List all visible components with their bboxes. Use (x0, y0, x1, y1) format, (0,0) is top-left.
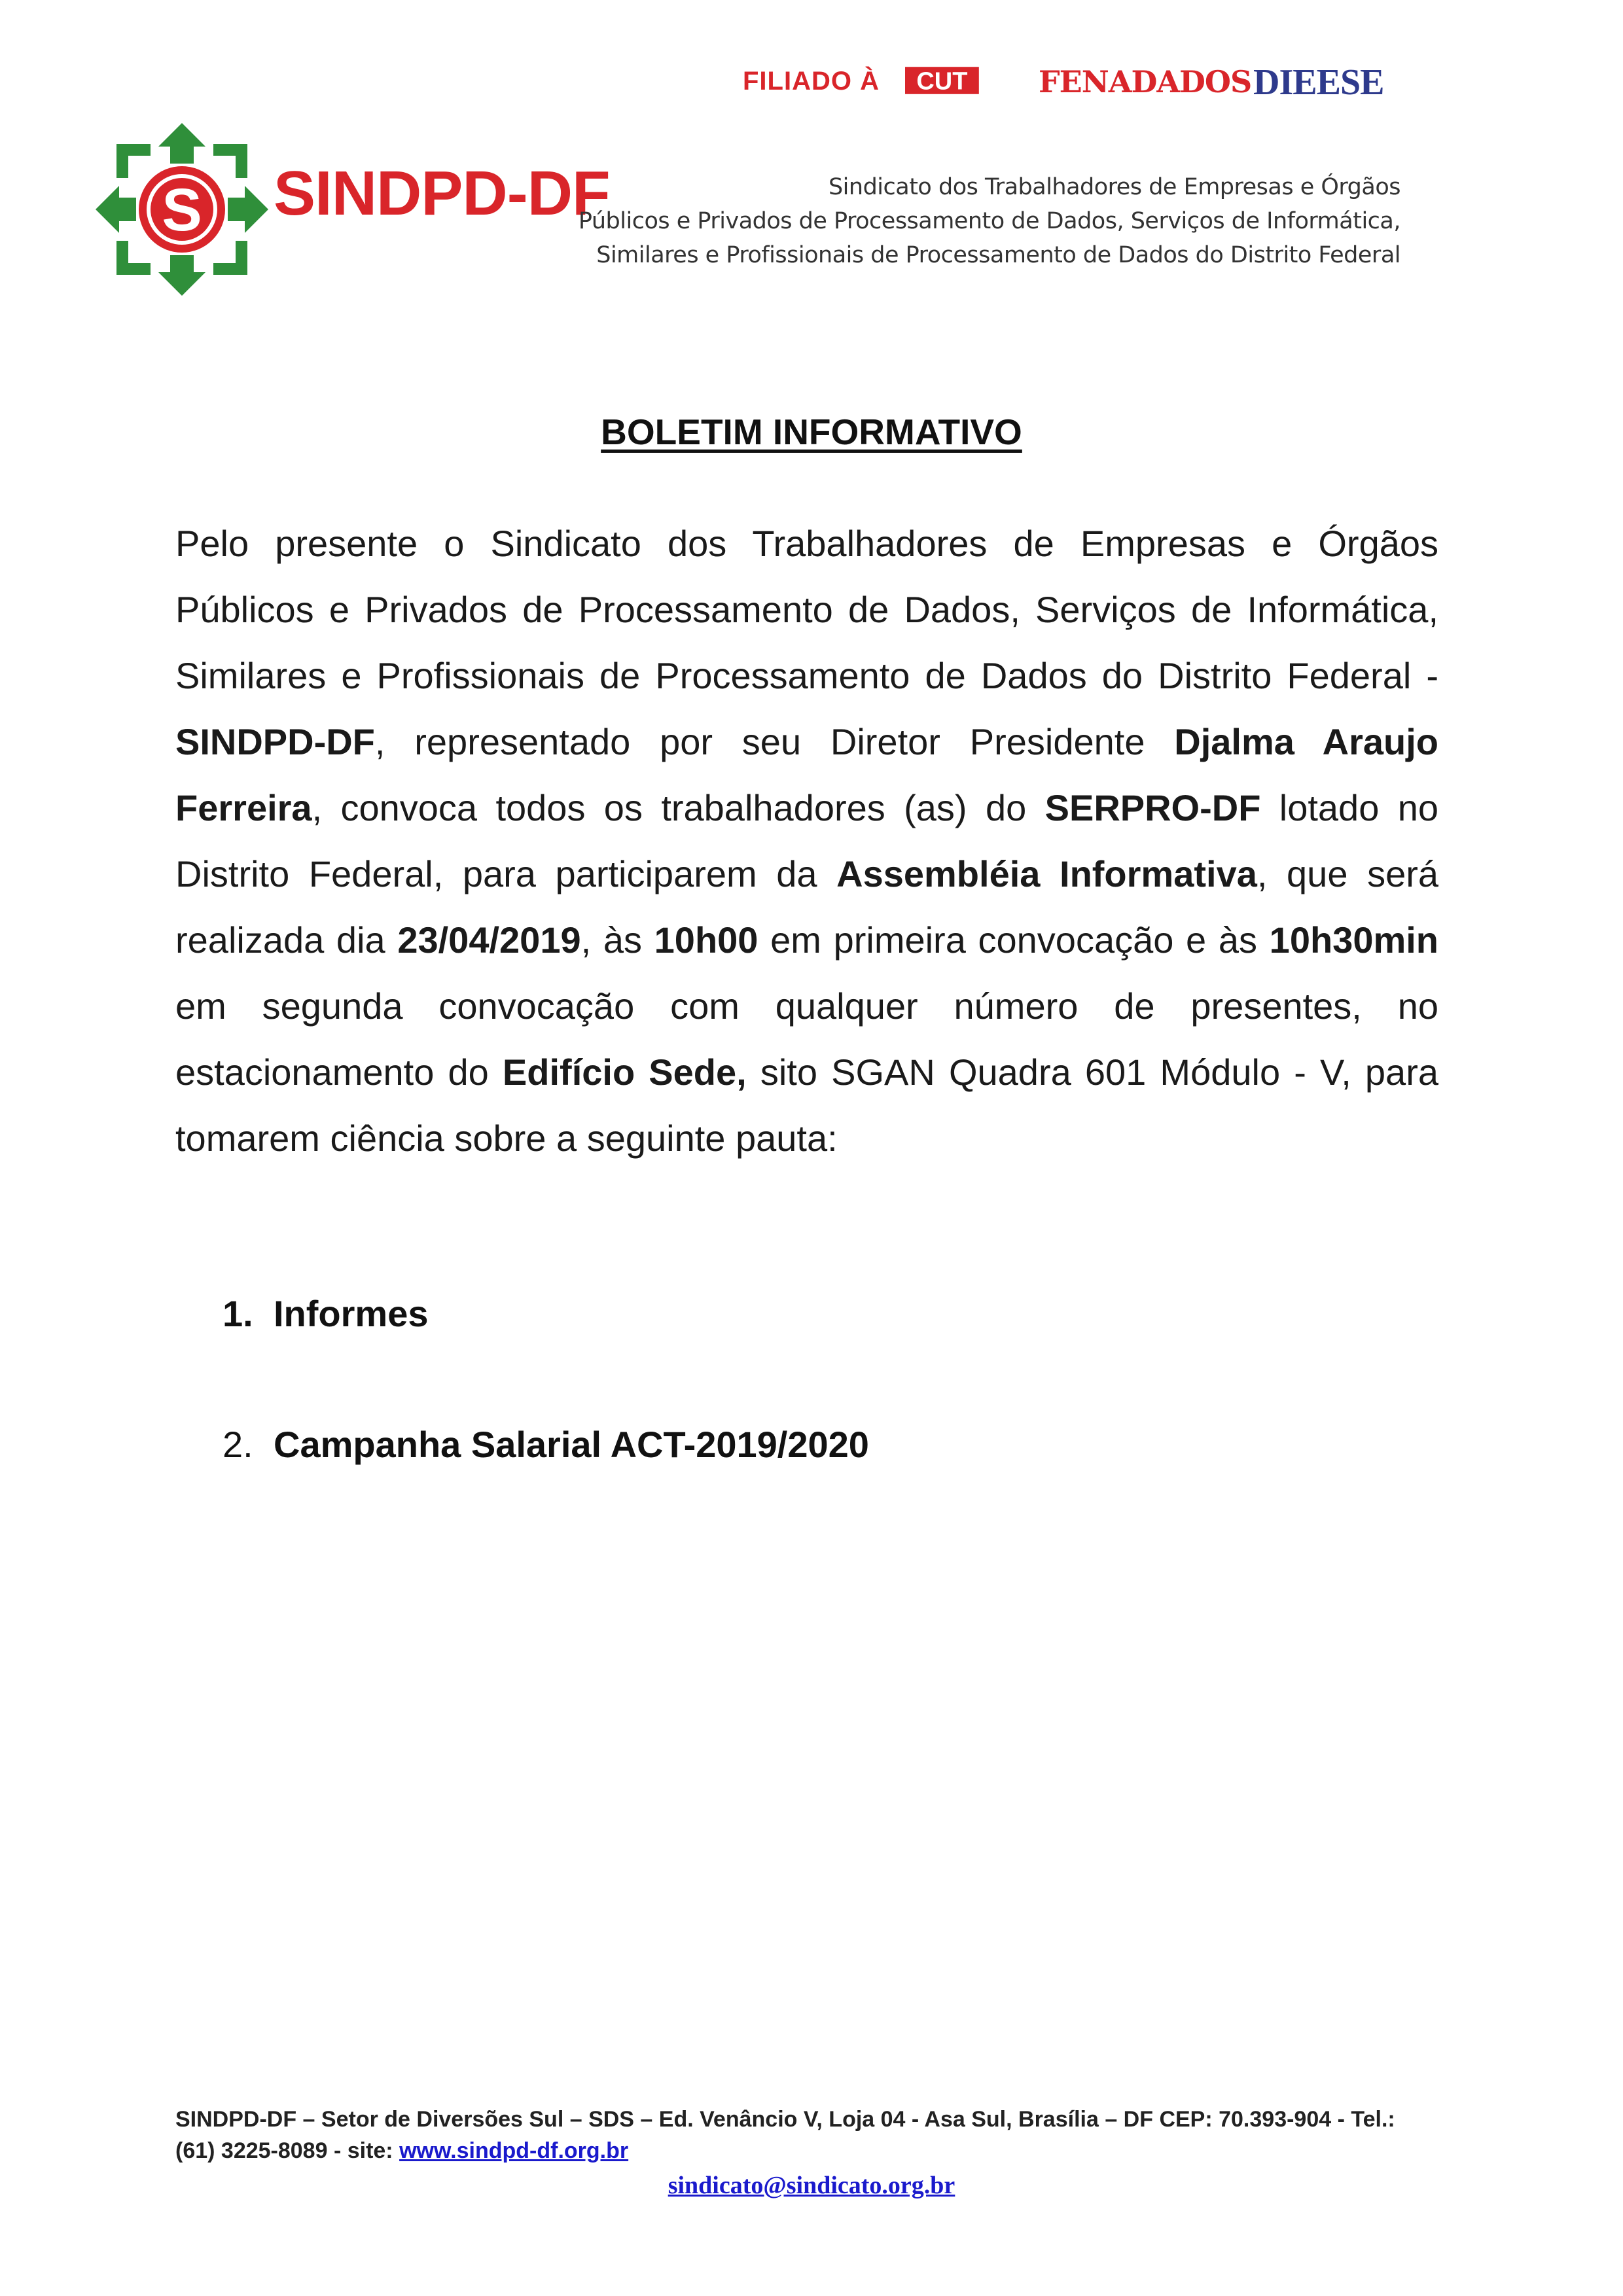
paragraph-text: , convoca todos os trabalhadores (as) do (312, 787, 1045, 828)
paragraph-bold-text: SERPRO-DF (1044, 787, 1261, 828)
paragraph-text: lotado no Distrito Federal, para participarem da (175, 787, 1439, 894)
footer-email (0, 2171, 1623, 2200)
paragraph-bold-text: Assembléia Informativa (836, 853, 1257, 894)
paragraph-bold-text: 23/04/2019 (397, 919, 581, 961)
paragraph-text: sito SGAN Quadra 601 Módulo - V, para tomarem ciência sobre a seguinte pauta: (175, 1051, 1438, 1159)
convocation-paragraph (175, 510, 1438, 1171)
document-title: BOLETIM INFORMATIVO (601, 412, 1022, 452)
paragraph-bold-text: 10h00 (654, 919, 758, 961)
footer-address-text: SINDPD-DF – Setor de Diversões Sul – SDS – Ed. Venâncio V, Loja 04 - Asa Sul, Brasília – DF CEP: 70.393-904 - Tel.: (61) 3225-8089 - site: (175, 2107, 1395, 2163)
sindpd-logo-text: SINDPD-DF (274, 158, 610, 228)
paragraph-bold-text: Djalma Araujo Ferreira (175, 721, 1438, 828)
agenda-number: 2. (223, 1424, 253, 1465)
organization-description (579, 170, 1400, 272)
sindpd-logo-icon (90, 118, 274, 301)
fenadados-logo (1039, 64, 1251, 99)
org-description-line: Sindicato dos Trabalhadores de Empresas e Órgãos (828, 174, 1400, 200)
paragraph-text: Pelo presente o Sindicato dos Trabalhadores de Empresas e Órgãos Públicos e Privados de Processamento de Dados, Serviços de Informática, Similares e Profissionais de Processamento de Dados do Distrito Federal - (175, 523, 1438, 696)
paragraph-text: , representado por seu Diretor Presidente (374, 721, 1175, 762)
org-description-line: Públicos e Privados de Processamento de Dados, Serviços de Informática, (578, 208, 1400, 234)
org-description-line: Similares e Profissionais de Processamento de Dados do Distrito Federal (596, 242, 1400, 268)
agenda-text: Informes (274, 1293, 429, 1334)
fenadados-logo-text: FENADADOS (1039, 64, 1252, 99)
paragraph-text: , às (580, 919, 654, 961)
paragraph-text: em segunda convocação com qualquer número de presentes, no estacionamento do (175, 985, 1438, 1093)
footer-email-link[interactable]: sindicato@sindicato.org.br (668, 2172, 955, 2199)
paragraph-text: em primeira convocação e às (758, 919, 1270, 961)
paragraph-bold-text: SINDPD-DF (175, 721, 375, 762)
dieese-logo: DIEESE (1253, 62, 1384, 103)
cut-logo-icon (905, 58, 1029, 103)
paragraph-bold-text: Edifício Sede, (502, 1051, 747, 1093)
footer-site-link[interactable]: www.sindpd-df.org.br (399, 2138, 629, 2163)
agenda-number: 1. (223, 1293, 253, 1334)
affiliation-label: FILIADO À (743, 67, 880, 96)
paragraph-bold-text: 10h30min (1269, 919, 1439, 961)
svg-text:S: S (162, 177, 202, 243)
footer-address (175, 2104, 1438, 2166)
agenda-text: Campanha Salarial ACT-2019/2020 (274, 1424, 869, 1465)
cut-logo-text: CUT (916, 67, 968, 96)
paragraph-text: , que será realizada dia (175, 853, 1438, 961)
